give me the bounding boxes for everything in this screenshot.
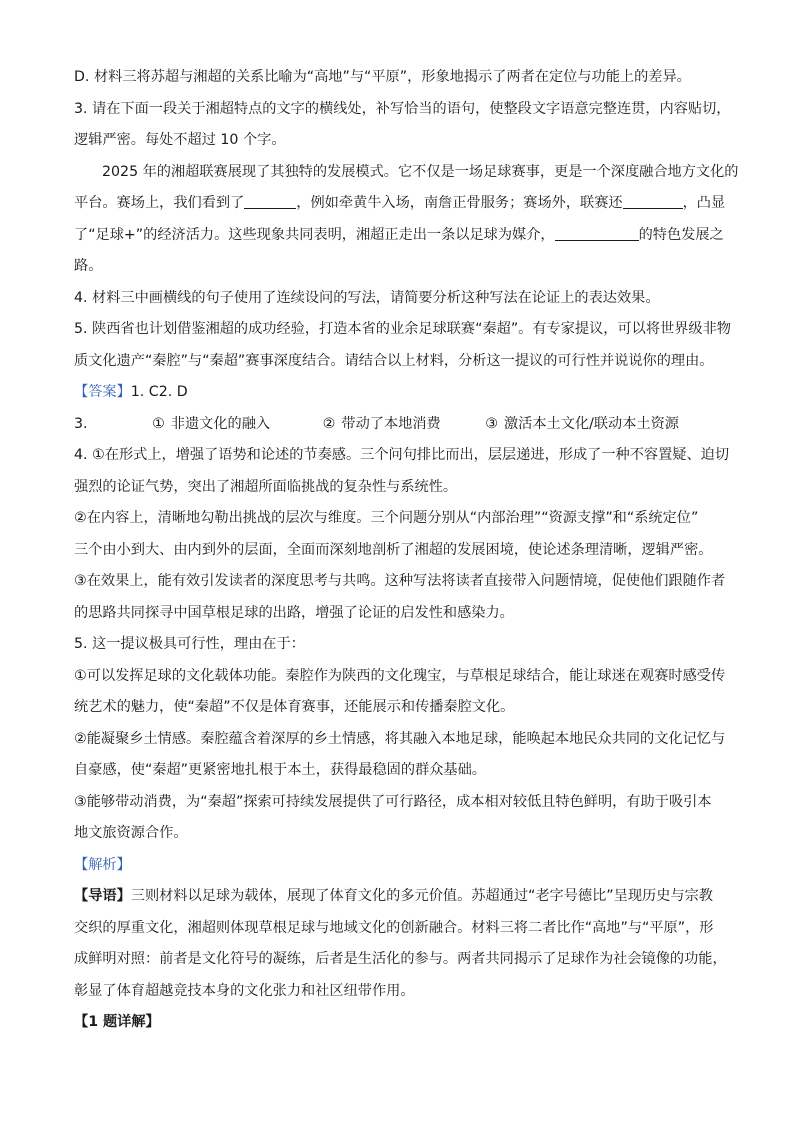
answer-4-line-4: 三个由小到大、由内到外的层面，全面而深刻地剖析了湘超的发展困境，使论述条理清晰，逻辑严密。 [74, 541, 713, 558]
answer-4-line-5: ③在效果上，能有效引发读者的深度思考与共鸣。这种写法将读者直接带入问题情境，促使他们跟随作者 [74, 573, 726, 589]
passage-text: ，例如牵黄牛入场，南詹正骨服务；赛场外，联赛还 [296, 195, 623, 211]
answer-3-item-3 [485, 409, 679, 441]
question-5-line-1: 5. 陕西省也计划借鉴湘超的成功经验，打造本省的业余足球联赛“秦超”。有专家提议，可以将世界级非物 [74, 321, 731, 337]
analysis-heading [74, 850, 734, 882]
passage-text: ，凸显 [682, 195, 726, 211]
passage-text: 平台。赛场上，我们看到了 [74, 195, 245, 211]
passage-line-3 [74, 220, 734, 252]
intro-line-1 [74, 881, 734, 913]
question-4: 4. 材料三中画横线的句子使用了连续设问的写法，请简要分析这种写法在论证上的表达效果。 [74, 289, 660, 306]
intro-line-4: 彰显了体育超越竞技本身的文化张力和社区纽带作用。 [74, 982, 415, 999]
answer-5-line-7: 地文旅资源合作。 [74, 825, 188, 841]
passage-text: 的特色发展之 [638, 226, 724, 243]
answer-4-line-3: ②在内容上，清晰地勾勒出挑战的层次与维度。三个问题分别从“内部治理”“资源支撑”和“系统定位” [74, 510, 699, 526]
detail-tag: 【1 题详解】 [74, 1014, 160, 1030]
circled-number-2: ② [322, 415, 336, 432]
question-3-line-2: 逻辑严密。每处不超过 10 个字。 [74, 132, 286, 148]
answer-5-line-5: 自豪感，使“秦超”更紧密地扎根于本土，获得最稳固的群众基础。 [74, 762, 486, 778]
answer-tag: 【答案】 [74, 384, 131, 400]
answer-line [74, 377, 734, 409]
answer-3-text-2: 带动了本地消费 [341, 415, 441, 432]
passage-line-2 [74, 188, 734, 220]
answer-blank-2[interactable] [623, 192, 683, 209]
intro-text: 三则材料以足球为载体，展现了体育文化的多元价值。苏超通过“老字号德比”呈现历史与宗教 [130, 888, 713, 904]
passage-line-1: 2025 年的湘超联赛展现了其独特的发展模式。它不仅是一场足球赛事，更是一个深度融合地方文化的 [102, 163, 739, 180]
document-page [74, 62, 739, 1039]
question-5-line-2: 质文化遗产“秦腔”与“秦超”赛事深度结合。请结合以上材料，分析这一提议的可行性并说说你的理由。 [74, 352, 714, 369]
answer-5-line-2: ①可以发挥足球的文化载体功能。秦腔作为陕西的文化瑰宝，与草根足球结合，能让球迷在观赛时感受传 [74, 667, 726, 684]
answer-3-text-3: 激活本土文化/联动本土资源 [503, 415, 679, 432]
answer-3-number: 3. [74, 415, 88, 432]
answer-4-line-1: 4. ①在形式上，增强了语势和论述的节奏感。三个问句排比而出，层层递进，形成了一种不容置疑、迫切 [74, 447, 730, 463]
answer-3-text-1: 非遗文化的融入 [170, 415, 271, 432]
intro-tag: 【导语】 [74, 888, 131, 904]
question-3-line-1: 3. 请在下面一段关于湘超特点的文字的横线处，补写恰当的语句，使整段文字语意完整连贯，内容贴切， [74, 100, 731, 117]
answer-5-line-1: 5. 这一提议极具可行性，理由在于： [74, 636, 305, 652]
answer-5-line-3: 统艺术的魅力，使“秦超”不仅是体育赛事，还能展示和传播秦腔文化。 [74, 699, 515, 715]
intro-line-2: 交织的厚重文化，湘超则体现草根足球与地域文化的创新融合。材料三将二者比作“高地”与“平原”，形 [74, 919, 714, 936]
circled-number-1: ① [152, 415, 165, 432]
answer-3-item-2 [323, 409, 441, 441]
answer-blank-1[interactable] [244, 192, 296, 209]
answer-text: 1. C2. D [130, 384, 188, 400]
analysis-tag: 【解析】 [74, 856, 131, 873]
answer-5-line-4: ②能凝聚乡土情感。秦腔蕴含着深厚的乡土情感，将其融入本地足球，能唤起本地民众共同的文化记忆与 [74, 730, 726, 747]
answer-3-line [74, 409, 734, 441]
answer-3-item-1 [152, 409, 270, 441]
circled-number-3: ③ [485, 415, 498, 432]
answer-4-line-2: 强烈的论证气势，突出了湘超所面临挑战的复杂性与系统性。 [74, 478, 458, 495]
passage-text: 了“足球+”的经济活力。这些现象共同表明，湘超正走出一条以足球为媒介， [74, 226, 555, 243]
answer-4-line-6: 的思路共同探寻中国草根足球的出路，增强了论证的启发性和感染力。 [74, 604, 514, 621]
answer-blank-3[interactable] [555, 224, 639, 241]
detail-heading [74, 1007, 734, 1039]
intro-line-3: 成鲜明对照：前者是文化符号的凝练，后者是生活化的参与。两者共同揭示了足球作为社会镜像的功能， [74, 951, 727, 967]
passage-line-4: 路。 [74, 258, 103, 274]
option-d-line: D. 材料三将苏超与湘超的关系比喻为“高地”与“平原”，形象地揭示了两者在定位与功能上的差异。 [74, 69, 691, 85]
answer-5-line-6: ③能够带动消费，为“秦超”探索可持续发展提供了可行路径，成本相对较低且特色鲜明，有助于吸引本 [74, 793, 712, 810]
